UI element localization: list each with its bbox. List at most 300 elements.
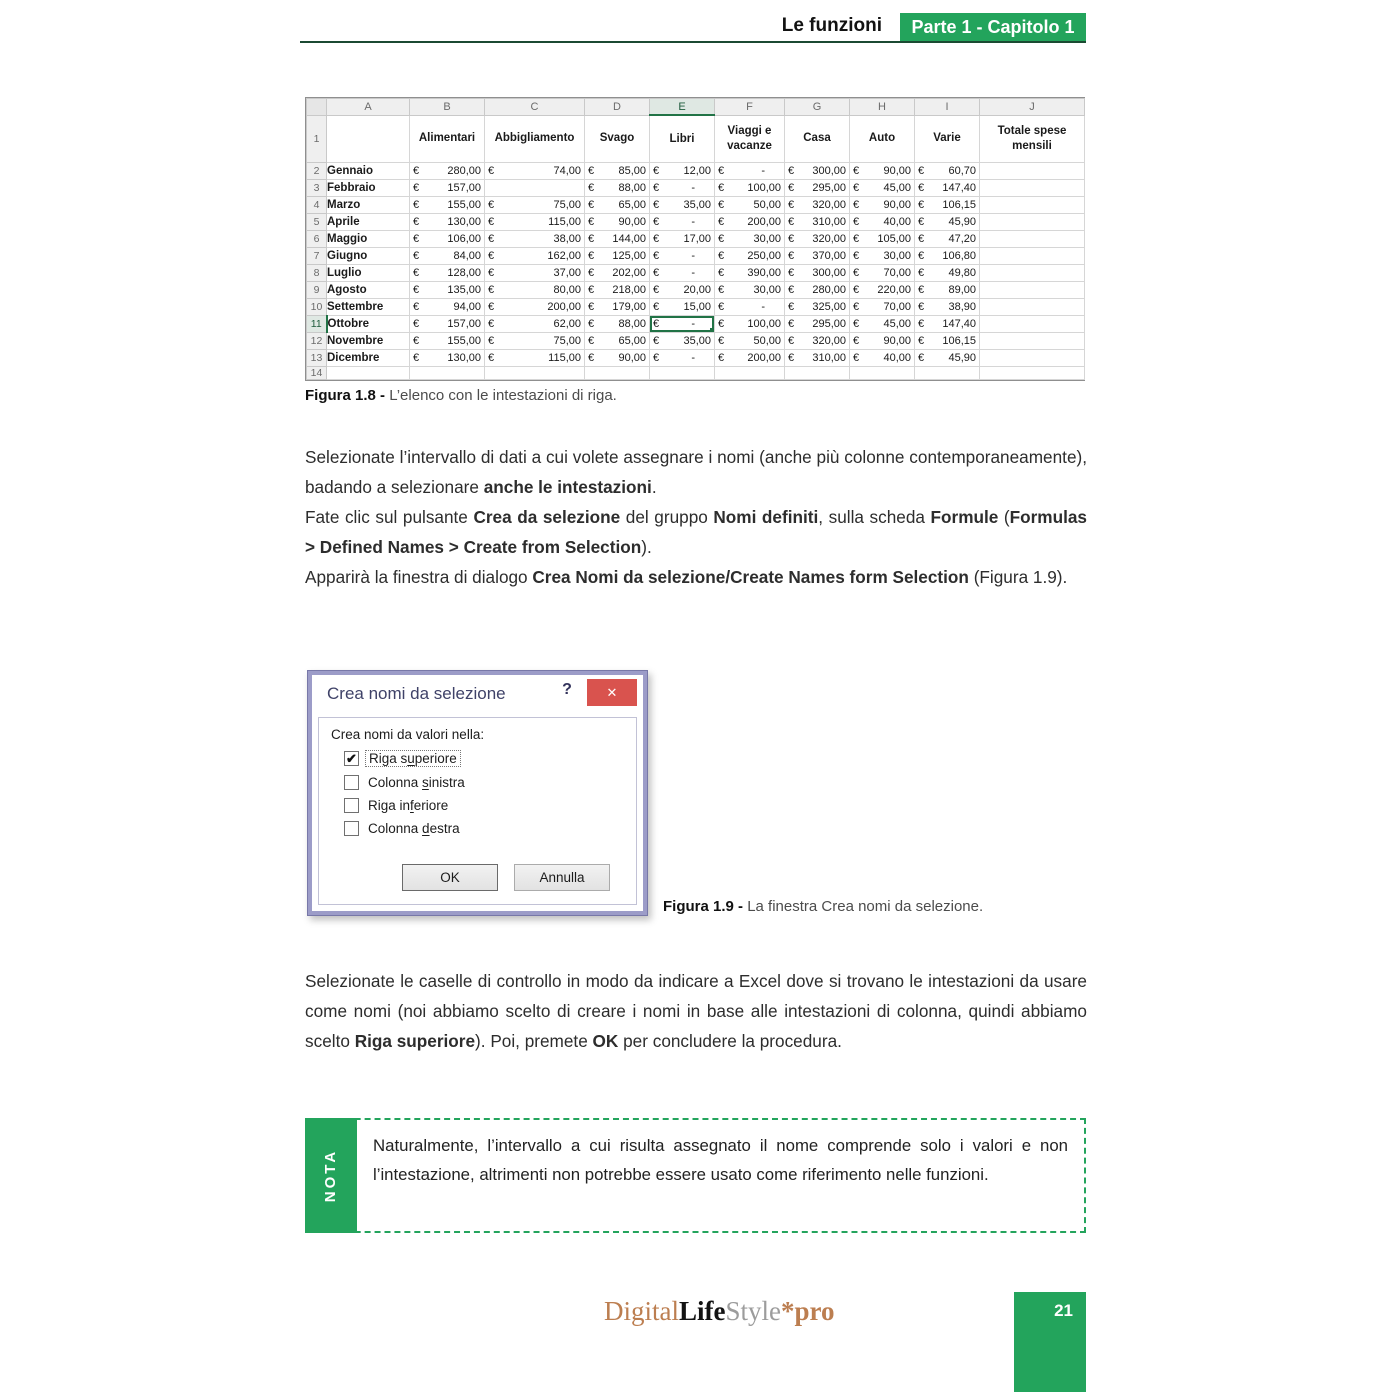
cell[interactable]: [585, 332, 650, 349]
cell[interactable]: [650, 332, 715, 349]
spreadsheet-table: [306, 98, 1085, 380]
cell-value: 300,00: [812, 164, 846, 177]
cell[interactable]: [980, 315, 1085, 332]
currency-symbol: €: [853, 317, 860, 330]
paragraph: Apparirà la finestra di dialogo Crea Nomi da selezione/Create Names form Selection (Figura 1.9).: [305, 567, 1068, 587]
cell[interactable]: [785, 179, 850, 196]
logo-segment: Life: [679, 1296, 726, 1326]
currency-symbol: €: [918, 198, 925, 211]
cell[interactable]: [585, 264, 650, 281]
cell[interactable]: Casa: [785, 115, 850, 162]
cell[interactable]: [785, 196, 850, 213]
currency-symbol: €: [788, 232, 795, 245]
cell[interactable]: [850, 196, 915, 213]
row-header-12[interactable]: 12: [307, 332, 327, 349]
checkbox-unchecked[interactable]: [344, 775, 359, 790]
figure-1-8-caption-text: L’elenco con le intestazioni di riga.: [385, 387, 617, 404]
currency-symbol: €: [653, 198, 660, 211]
cell[interactable]: [980, 349, 1085, 366]
cell[interactable]: [410, 298, 485, 315]
cell[interactable]: [585, 213, 650, 230]
cell[interactable]: [715, 264, 785, 281]
column-header-I[interactable]: I: [915, 99, 980, 116]
cell[interactable]: Abbigliamento: [485, 115, 585, 162]
cell[interactable]: Maggio: [327, 230, 410, 247]
cell[interactable]: [850, 264, 915, 281]
currency-symbol: €: [718, 334, 725, 347]
cell[interactable]: [915, 349, 980, 366]
currency-symbol: €: [853, 164, 860, 177]
cell-value: 40,00: [883, 351, 911, 364]
cell[interactable]: Agosto: [327, 281, 410, 298]
cell[interactable]: [980, 230, 1085, 247]
currency-symbol: €: [413, 266, 420, 279]
currency-symbol: €: [653, 334, 660, 347]
cell[interactable]: [410, 179, 485, 196]
column-header-G[interactable]: G: [785, 99, 850, 116]
currency-symbol: €: [918, 300, 925, 313]
cell[interactable]: [410, 366, 485, 379]
cell[interactable]: [785, 332, 850, 349]
cell-value: 320,00: [812, 232, 846, 245]
cell-value: 100,00: [747, 317, 781, 330]
cell-value: 370,00: [812, 249, 846, 262]
cell[interactable]: [915, 298, 980, 315]
cell[interactable]: [850, 298, 915, 315]
currency-symbol: €: [853, 215, 860, 228]
cell-value: 106,15: [942, 334, 976, 347]
cell-value: 50,00: [753, 198, 781, 211]
cell[interactable]: [585, 298, 650, 315]
currency-symbol: €: [853, 232, 860, 245]
cell[interactable]: Alimentari: [410, 115, 485, 162]
cell[interactable]: [915, 332, 980, 349]
cell[interactable]: [585, 196, 650, 213]
cell[interactable]: Marzo: [327, 196, 410, 213]
header-rule: [300, 41, 1086, 43]
cell[interactable]: [915, 162, 980, 179]
currency-symbol: €: [413, 232, 420, 245]
cell-value: 320,00: [812, 334, 846, 347]
currency-symbol: €: [588, 317, 595, 330]
cell[interactable]: [915, 315, 980, 332]
currency-symbol: €: [788, 334, 795, 347]
cell[interactable]: [980, 162, 1085, 179]
excel-screenshot: [305, 97, 1085, 381]
cell[interactable]: [410, 196, 485, 213]
cell[interactable]: Dicembre: [327, 349, 410, 366]
figure-1-9-caption-text: La finestra Crea nomi da selezione.: [743, 898, 984, 915]
cell-value: 200,00: [547, 300, 581, 313]
cell[interactable]: [585, 230, 650, 247]
cell[interactable]: [485, 162, 585, 179]
currency-symbol: €: [918, 215, 925, 228]
cell[interactable]: Totale spese mensili: [980, 115, 1085, 162]
cell[interactable]: [980, 332, 1085, 349]
currency-symbol: €: [488, 317, 495, 330]
currency-symbol: €: [413, 181, 420, 194]
row-header-10[interactable]: 10: [307, 298, 327, 315]
cell[interactable]: [410, 230, 485, 247]
cell[interactable]: [850, 247, 915, 264]
cell-value: -: [691, 215, 695, 228]
checkbox-label[interactable]: Colonna sinistra: [368, 775, 465, 790]
row-header-5[interactable]: 5: [307, 213, 327, 230]
cell-value: 80,00: [553, 283, 581, 296]
select-all-corner[interactable]: [307, 99, 327, 116]
column-header-H[interactable]: H: [850, 99, 915, 116]
checkbox-label[interactable]: Riga inferiore: [368, 798, 449, 813]
cell-value: 125,00: [612, 249, 646, 262]
cell[interactable]: [585, 179, 650, 196]
cell[interactable]: [410, 247, 485, 264]
cell[interactable]: [650, 349, 715, 366]
currency-symbol: €: [488, 300, 495, 313]
currency-symbol: €: [413, 351, 420, 364]
column-header-A[interactable]: A: [327, 99, 410, 116]
cell[interactable]: [980, 281, 1085, 298]
currency-symbol: €: [918, 334, 925, 347]
cell[interactable]: [980, 213, 1085, 230]
cell[interactable]: [715, 281, 785, 298]
cell[interactable]: Aprile: [327, 213, 410, 230]
cell[interactable]: [850, 162, 915, 179]
running-head-section: Le funzioni: [781, 15, 882, 36]
cell[interactable]: [650, 366, 715, 379]
currency-symbol: €: [413, 334, 420, 347]
column-header-C[interactable]: C: [485, 99, 585, 116]
cell[interactable]: [785, 230, 850, 247]
dialog-checkbox-list: [331, 750, 624, 836]
cell[interactable]: [850, 281, 915, 298]
cell[interactable]: Viaggi e vacanze: [715, 115, 785, 162]
column-header-F[interactable]: F: [715, 99, 785, 116]
cell[interactable]: [485, 213, 585, 230]
cell[interactable]: [585, 366, 650, 379]
cell[interactable]: Settembre: [327, 298, 410, 315]
cell[interactable]: [980, 366, 1085, 379]
cell[interactable]: Luglio: [327, 264, 410, 281]
cell-value: 60,70: [948, 164, 976, 177]
cell-value: 135,00: [447, 283, 481, 296]
cell[interactable]: [410, 264, 485, 281]
cell[interactable]: [785, 264, 850, 281]
paragraph: Selezionate l’intervallo di dati a cui volete assegnare i nomi (anche più colonne contemporaneamente), badando a selezionare anche le intestazioni.: [305, 447, 1087, 497]
cell-value: 155,00: [447, 334, 481, 347]
cell-value: 30,00: [753, 232, 781, 245]
cell[interactable]: [785, 213, 850, 230]
cell[interactable]: [410, 213, 485, 230]
cell[interactable]: [650, 179, 715, 196]
cell[interactable]: [715, 162, 785, 179]
cell[interactable]: [915, 196, 980, 213]
cell[interactable]: [850, 349, 915, 366]
row-header-4[interactable]: 4: [307, 196, 327, 213]
cell[interactable]: [585, 315, 650, 332]
dialog-buttons: [402, 864, 610, 891]
ok-button[interactable]: OK: [402, 864, 498, 891]
cell[interactable]: Giugno: [327, 247, 410, 264]
cell[interactable]: [485, 247, 585, 264]
cell[interactable]: [785, 281, 850, 298]
cell[interactable]: [485, 281, 585, 298]
cell-value: -: [691, 351, 695, 364]
cell[interactable]: [585, 162, 650, 179]
cell[interactable]: [850, 179, 915, 196]
cell[interactable]: [485, 315, 585, 332]
cell[interactable]: [915, 281, 980, 298]
cell[interactable]: [980, 298, 1085, 315]
currency-symbol: €: [853, 300, 860, 313]
cell[interactable]: [850, 366, 915, 379]
cell-value: 147,40: [942, 181, 976, 194]
cell[interactable]: [485, 179, 585, 196]
row-header-3[interactable]: 3: [307, 179, 327, 196]
cell[interactable]: [785, 315, 850, 332]
cell[interactable]: [485, 196, 585, 213]
checkbox-unchecked[interactable]: [344, 821, 359, 836]
figure-1-9-caption: [663, 898, 983, 915]
cell[interactable]: [785, 349, 850, 366]
checkbox-label[interactable]: Riga superiore: [365, 750, 461, 767]
row-header-11[interactable]: 11: [307, 315, 327, 332]
paragraph: Fate clic sul pulsante Crea da selezione del gruppo Nomi definiti, sulla scheda Formule (Formulas > Defined Names > Create from Selection).: [305, 507, 1087, 557]
cell[interactable]: [485, 366, 585, 379]
currency-symbol: €: [413, 164, 420, 177]
cell[interactable]: [650, 298, 715, 315]
currency-symbol: €: [718, 249, 725, 262]
page-number: 21: [1054, 1301, 1073, 1320]
cell[interactable]: [715, 332, 785, 349]
cell[interactable]: [980, 264, 1085, 281]
currency-symbol: €: [918, 249, 925, 262]
currency-symbol: €: [718, 300, 725, 313]
column-header-D[interactable]: D: [585, 99, 650, 116]
cell-value: 115,00: [548, 351, 581, 364]
cell[interactable]: [915, 247, 980, 264]
currency-symbol: €: [413, 283, 420, 296]
currency-symbol: €: [488, 283, 495, 296]
currency-symbol: €: [788, 249, 795, 262]
cell-value: 162,00: [547, 249, 581, 262]
cell[interactable]: [715, 230, 785, 247]
note-text: Naturalmente, l’intervallo a cui risulta assegnato il nome comprende solo i valori e non l’intestazione, altrimenti non potrebbe essere usato come riferimento nelle funzioni.: [373, 1136, 1068, 1184]
currency-symbol: €: [413, 300, 420, 313]
cell[interactable]: [485, 264, 585, 281]
currency-symbol: €: [588, 181, 595, 194]
currency-symbol: €: [718, 181, 725, 194]
cell[interactable]: [915, 264, 980, 281]
row-header-14[interactable]: 14: [307, 366, 327, 379]
checkbox-label[interactable]: Colonna destra: [368, 821, 460, 836]
cell[interactable]: Libri: [650, 115, 715, 162]
cell[interactable]: [485, 349, 585, 366]
cell[interactable]: [715, 196, 785, 213]
cell[interactable]: [850, 213, 915, 230]
cell[interactable]: [980, 196, 1085, 213]
cell[interactable]: [650, 281, 715, 298]
cell[interactable]: [915, 179, 980, 196]
cell[interactable]: Febbraio: [327, 179, 410, 196]
currency-symbol: €: [788, 300, 795, 313]
cell[interactable]: [650, 230, 715, 247]
cell[interactable]: [410, 162, 485, 179]
cell-value: 74,00: [553, 164, 581, 177]
page-number-box: [1014, 1292, 1086, 1392]
cell[interactable]: [585, 281, 650, 298]
currency-symbol: €: [588, 266, 595, 279]
currency-symbol: €: [853, 283, 860, 296]
row-header-9[interactable]: 9: [307, 281, 327, 298]
cell-value: 100,00: [747, 181, 781, 194]
cell-value: 75,00: [553, 198, 581, 211]
currency-symbol: €: [653, 317, 660, 330]
row-header-2[interactable]: 2: [307, 162, 327, 179]
cell-value: 218,00: [612, 283, 646, 296]
cell[interactable]: Auto: [850, 115, 915, 162]
cell[interactable]: Novembre: [327, 332, 410, 349]
cell[interactable]: [850, 332, 915, 349]
cell[interactable]: [485, 332, 585, 349]
currency-symbol: €: [488, 164, 495, 177]
checkbox-row: [344, 775, 624, 790]
cell-value: 47,20: [948, 232, 976, 245]
row-header-13[interactable]: 13: [307, 349, 327, 366]
currency-symbol: €: [718, 232, 725, 245]
currency-symbol: €: [588, 283, 595, 296]
cell[interactable]: [585, 349, 650, 366]
cell-value: 35,00: [683, 334, 711, 347]
cell[interactable]: [410, 315, 485, 332]
cell[interactable]: [850, 230, 915, 247]
cell[interactable]: [650, 247, 715, 264]
cell[interactable]: [650, 264, 715, 281]
cell[interactable]: [485, 230, 585, 247]
cell-value: 200,00: [747, 351, 781, 364]
cell[interactable]: [850, 315, 915, 332]
checkbox-row: [344, 821, 624, 836]
cell-value: 12,00: [683, 164, 711, 177]
currency-symbol: €: [853, 351, 860, 364]
cell[interactable]: [715, 315, 785, 332]
cell[interactable]: [327, 366, 410, 379]
cell-value: 144,00: [612, 232, 646, 245]
cell[interactable]: [785, 162, 850, 179]
cell[interactable]: Svago: [585, 115, 650, 162]
column-header-J[interactable]: J: [980, 99, 1085, 116]
cell-value: 45,90: [948, 215, 976, 228]
checkbox-unchecked[interactable]: [344, 798, 359, 813]
cell[interactable]: [650, 315, 715, 332]
cell-value: -: [691, 181, 695, 194]
cell-value: 50,00: [753, 334, 781, 347]
cell-value: 45,00: [883, 181, 911, 194]
cell[interactable]: [715, 366, 785, 379]
row-header-6[interactable]: 6: [307, 230, 327, 247]
currency-symbol: €: [918, 266, 925, 279]
cell[interactable]: [785, 298, 850, 315]
cell-value: 106,15: [942, 198, 976, 211]
cell-value: 157,00: [447, 317, 481, 330]
row-header-8[interactable]: 8: [307, 264, 327, 281]
help-icon[interactable]: ?: [562, 681, 572, 698]
cell[interactable]: [585, 247, 650, 264]
currency-symbol: €: [488, 232, 495, 245]
publisher-logo: [604, 1296, 835, 1327]
cell[interactable]: [980, 247, 1085, 264]
column-header-B[interactable]: B: [410, 99, 485, 116]
cell-value: 179,00: [612, 300, 646, 313]
cell-value: 38,00: [553, 232, 581, 245]
logo-segment: Digital: [604, 1296, 679, 1326]
cell[interactable]: Varie: [915, 115, 980, 162]
cell-value: 90,00: [883, 198, 911, 211]
cell[interactable]: [715, 213, 785, 230]
chapter-badge: Parte 1 - Capitolo 1: [900, 13, 1086, 41]
body-text-2: [305, 966, 1087, 1056]
cell[interactable]: [410, 349, 485, 366]
cell[interactable]: Ottobre: [327, 315, 410, 332]
cell[interactable]: [410, 281, 485, 298]
figure-1-9-caption-label: Figura 1.9 -: [663, 898, 744, 915]
cell[interactable]: [785, 247, 850, 264]
cell-value: 320,00: [812, 198, 846, 211]
cell-value: 310,00: [812, 351, 846, 364]
currency-symbol: €: [653, 351, 660, 364]
currency-symbol: €: [413, 198, 420, 211]
cell[interactable]: [980, 179, 1085, 196]
close-icon[interactable]: ✕: [587, 679, 637, 706]
cell[interactable]: [915, 230, 980, 247]
cell[interactable]: [650, 196, 715, 213]
currency-symbol: €: [788, 283, 795, 296]
currency-symbol: €: [488, 351, 495, 364]
currency-symbol: €: [788, 181, 795, 194]
currency-symbol: €: [588, 334, 595, 347]
cell[interactable]: [915, 366, 980, 379]
currency-symbol: €: [653, 283, 660, 296]
cell[interactable]: [327, 115, 410, 162]
cancel-button[interactable]: Annulla: [514, 864, 610, 891]
cell[interactable]: [715, 247, 785, 264]
checkbox-checked[interactable]: ✔: [344, 751, 359, 766]
cell[interactable]: [650, 162, 715, 179]
cell-value: 45,00: [883, 317, 911, 330]
cell-value: 84,00: [453, 249, 481, 262]
cell[interactable]: [650, 213, 715, 230]
row-header-7[interactable]: 7: [307, 247, 327, 264]
currency-symbol: €: [588, 232, 595, 245]
cell[interactable]: [715, 349, 785, 366]
cell-value: -: [691, 249, 695, 262]
currency-symbol: €: [918, 164, 925, 177]
cell-value: 106,80: [942, 249, 976, 262]
cell-value: 40,00: [883, 215, 911, 228]
cell-value: 49,80: [948, 266, 976, 279]
column-header-E[interactable]: E: [650, 99, 715, 116]
cell-value: 250,00: [747, 249, 781, 262]
cell-value: 220,00: [877, 283, 911, 296]
cell[interactable]: [485, 298, 585, 315]
cell[interactable]: Gennaio: [327, 162, 410, 179]
cell[interactable]: [715, 179, 785, 196]
cell[interactable]: [715, 298, 785, 315]
cell[interactable]: [410, 332, 485, 349]
cell[interactable]: [785, 366, 850, 379]
currency-symbol: €: [653, 249, 660, 262]
row-header-1[interactable]: 1: [307, 115, 327, 162]
cell[interactable]: [915, 213, 980, 230]
